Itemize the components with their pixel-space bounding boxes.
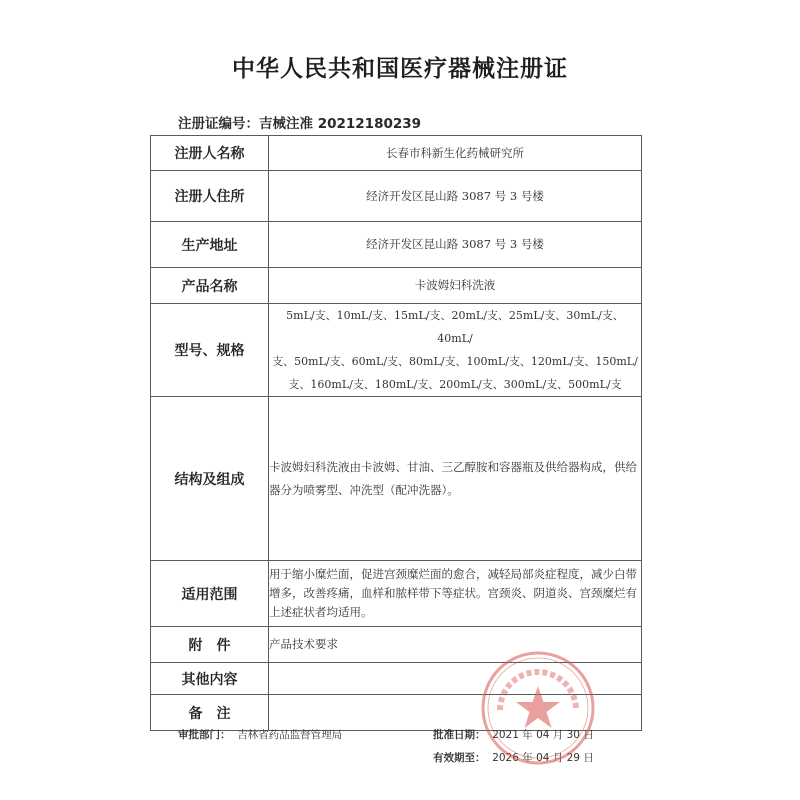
models-line: 支、50mL/支、60mL/支、80mL/支、100mL/支、120mL/支、150mL/: [272, 355, 638, 368]
registration-label: 注册证编号：: [178, 116, 259, 132]
attachment-label: 附 件: [151, 627, 269, 663]
official-seal-icon: [478, 648, 598, 768]
row-models: [151, 304, 642, 397]
models-value: [269, 304, 642, 397]
certificate-table: [150, 135, 642, 731]
structure-value: 卡波姆妇科洗液由卡波姆、甘油、三乙醇胺和容器瓶及供给器构成，供给器分为喷雾型、冲洗型（配冲洗器）。: [269, 397, 642, 561]
attachment-value: 产品技术要求: [269, 627, 642, 663]
approval-department-value: 吉林省药品监督管理局: [237, 729, 343, 741]
row-scope: [151, 561, 642, 627]
row-production-address: [151, 222, 642, 268]
scope-label: 适用范围: [151, 561, 269, 627]
registration-number: [178, 112, 421, 132]
approval-date-value: 2021 年 04 月 30 日: [492, 729, 594, 741]
registration-value: 20212180239: [317, 116, 422, 132]
models-label: 型号、规格: [151, 304, 269, 397]
product-name-label: 产品名称: [151, 268, 269, 304]
approval-date-label: 批准日期：: [433, 729, 486, 741]
other-label: 其他内容: [151, 663, 269, 695]
models-line: 支、160mL/支、180mL/支、200mL/支、300mL/支、500mL/支: [288, 378, 622, 391]
row-registrant-name: [151, 136, 642, 171]
scope-value: 用于缩小糜烂面，促进宫颈糜烂面的愈合，减轻局部炎症程度，减少白带增多，改善疼痛，血样和脓样带下等症状。宫颈炎、阴道炎、宫颈糜烂有上述症状者均适用。: [269, 561, 642, 627]
registration-prefix: 吉械注准: [259, 116, 313, 132]
models-line: 5mL/支、10mL/支、15mL/支、20mL/支、25mL/支、30mL/支、40mL/: [286, 309, 624, 345]
expiry-date-value: 2026 年 04 月 29 日: [492, 752, 594, 764]
document-title: 中华人民共和国医疗器械注册证: [232, 56, 568, 82]
production-address-label: 生产地址: [151, 222, 269, 268]
expiry-date-label: 有效期至：: [433, 752, 486, 764]
structure-label: 结构及组成: [151, 397, 269, 561]
registrant-address-value: 经济开发区昆山路 3087 号 3 号楼: [269, 171, 642, 222]
row-structure: [151, 397, 642, 561]
approval-department-label: 审批部门：: [178, 729, 231, 741]
registrant-name-label: 注册人名称: [151, 136, 269, 171]
row-product-name: [151, 268, 642, 304]
remarks-label: 备 注: [151, 695, 269, 731]
product-name-value: 卡波姆妇科洗液: [269, 268, 642, 304]
row-registrant-address: [151, 171, 642, 222]
production-address-value: 经济开发区昆山路 3087 号 3 号楼: [269, 222, 642, 268]
registrant-address-label: 注册人住所: [151, 171, 269, 222]
registrant-name-value: 长春市科新生化药械研究所: [269, 136, 642, 171]
approval-department: [178, 727, 342, 742]
